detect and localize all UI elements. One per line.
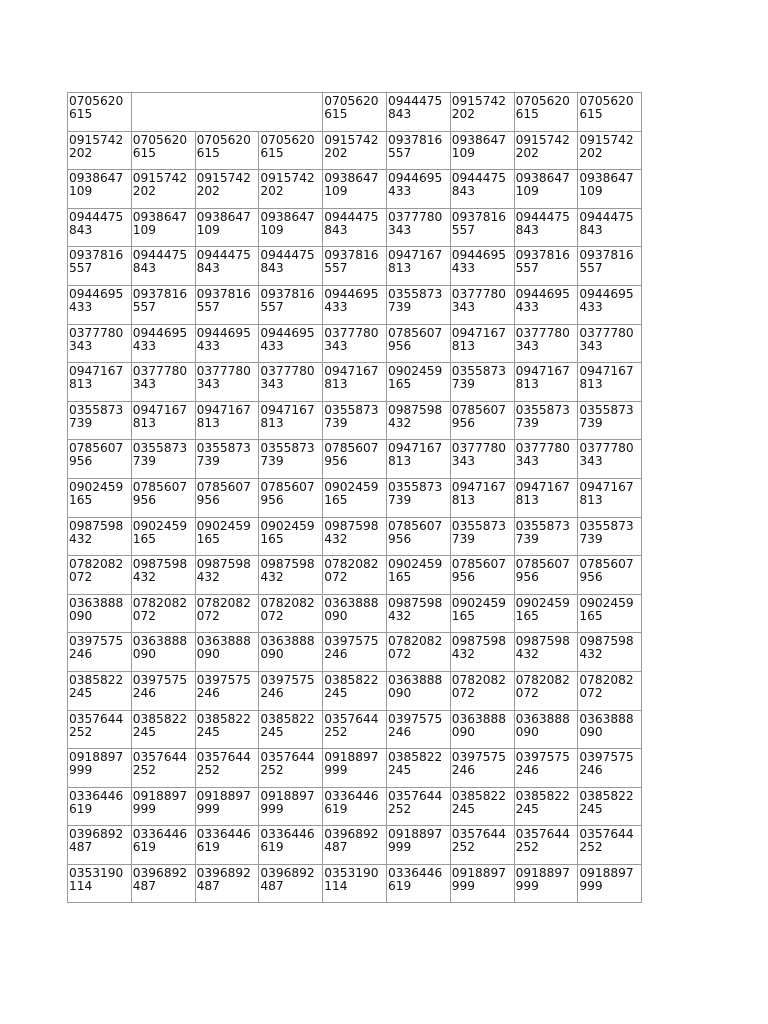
table-cell: 0987598432 [131,556,195,595]
table-cell: 0902459165 [450,594,514,633]
table-cell: 0385822245 [386,749,450,788]
table-cell: 0705620615 [68,93,132,132]
table-cell: 0355873739 [323,401,387,440]
table-cell: 0987598432 [259,556,323,595]
table-cell: 0944475843 [578,208,642,247]
table-cell: 0918897999 [195,787,259,826]
table-cell: 0902459165 [259,517,323,556]
table-row [68,671,642,710]
table-cell: 0944475843 [131,247,195,286]
table-cell: 0353190114 [68,864,132,903]
table-cell: 0785607956 [514,556,578,595]
table-cell: 0785607956 [68,440,132,479]
table-cell: 0336446619 [68,787,132,826]
table-cell: 0944695433 [195,324,259,363]
table-cell: 0987598432 [386,594,450,633]
table-cell: 0396892487 [323,826,387,865]
table-row [68,285,642,324]
table-cell: 0918897999 [259,787,323,826]
table-cell: 0785607956 [131,478,195,517]
table-row [68,710,642,749]
table-cell: 0937816557 [195,285,259,324]
table-cell: 0947167813 [68,363,132,402]
table-cell: 0385822245 [131,710,195,749]
table-cell: 0937816557 [131,285,195,324]
table-cell: 0902459165 [195,517,259,556]
table-cell: 0782082072 [323,556,387,595]
table-row [68,363,642,402]
table-cell: 0937816557 [323,247,387,286]
table-cell: 0947167813 [450,324,514,363]
table-cell: 0355873739 [450,363,514,402]
phone-number-table-body [68,93,642,903]
table-cell: 0947167813 [450,478,514,517]
table-cell: 0944475843 [323,208,387,247]
table-cell: 0938647109 [259,208,323,247]
table-cell: 0377780343 [578,324,642,363]
table-cell: 0705620615 [578,93,642,132]
table-cell: 0355873739 [386,285,450,324]
table-cell: 0902459165 [323,478,387,517]
table-cell: 0915742202 [323,131,387,170]
table-cell: 0377780343 [514,440,578,479]
table-cell: 0915742202 [131,170,195,209]
table-cell: 0355873739 [514,401,578,440]
table-cell: 0944475843 [450,170,514,209]
table-cell: 0782082072 [259,594,323,633]
table-cell: 0915742202 [68,131,132,170]
table-cell [195,93,259,132]
table-cell: 0915742202 [195,170,259,209]
table-cell: 0377780343 [68,324,132,363]
table-cell: 0705620615 [323,93,387,132]
table-cell: 0944695433 [259,324,323,363]
table-cell: 0937816557 [386,131,450,170]
table-cell: 0947167813 [514,363,578,402]
table-cell: 0944475843 [386,93,450,132]
table-cell: 0938647109 [131,208,195,247]
table-cell: 0397575246 [578,749,642,788]
table-cell: 0782082072 [195,594,259,633]
table-cell: 0363888090 [195,633,259,672]
table-cell: 0396892487 [259,864,323,903]
table-cell: 0938647109 [578,170,642,209]
table-cell: 0947167813 [259,401,323,440]
table-cell: 0785607956 [450,401,514,440]
table-cell: 0915742202 [450,93,514,132]
table-cell: 0363888090 [259,633,323,672]
table-cell: 0377780343 [578,440,642,479]
table-cell: 0705620615 [259,131,323,170]
table-cell: 0918897999 [386,826,450,865]
table-cell: 0785607956 [323,440,387,479]
table-cell: 0385822245 [578,787,642,826]
table-row [68,401,642,440]
table-cell: 0944695433 [323,285,387,324]
table-cell: 0396892487 [68,826,132,865]
table-cell: 0915742202 [259,170,323,209]
table-cell: 0357644252 [450,826,514,865]
table-cell: 0785607956 [386,517,450,556]
table-cell: 0944695433 [514,285,578,324]
table-cell: 0938647109 [195,208,259,247]
table-cell: 0938647109 [68,170,132,209]
table-cell: 0385822245 [259,710,323,749]
table-cell: 0336446619 [323,787,387,826]
table-cell: 0782082072 [386,633,450,672]
table-cell: 0377780343 [195,363,259,402]
table-cell: 0944695433 [68,285,132,324]
table-cell: 0357644252 [514,826,578,865]
table-cell: 0902459165 [386,363,450,402]
table-cell: 0385822245 [450,787,514,826]
table-cell: 0782082072 [131,594,195,633]
table-cell: 0355873739 [514,517,578,556]
table-cell: 0947167813 [195,401,259,440]
table-cell [259,93,323,132]
table-cell: 0355873739 [68,401,132,440]
table-cell: 0385822245 [195,710,259,749]
table-cell: 0377780343 [131,363,195,402]
table-cell: 0944695433 [578,285,642,324]
table-cell: 0785607956 [450,556,514,595]
table-row [68,170,642,209]
table-cell: 0918897999 [578,864,642,903]
table-row [68,594,642,633]
table-cell: 0355873739 [259,440,323,479]
table-cell: 0355873739 [131,440,195,479]
table-cell: 0355873739 [578,517,642,556]
table-cell: 0705620615 [514,93,578,132]
table-cell: 0987598432 [323,517,387,556]
table-cell: 0918897999 [514,864,578,903]
table-cell: 0397575246 [386,710,450,749]
table-cell: 0782082072 [578,671,642,710]
table-cell: 0363888090 [578,710,642,749]
table-cell: 0397575246 [323,633,387,672]
table-cell: 0947167813 [386,247,450,286]
table-cell: 0336446619 [386,864,450,903]
table-cell: 0705620615 [131,131,195,170]
table-cell: 0785607956 [578,556,642,595]
table-cell: 0377780343 [450,440,514,479]
table-cell: 0363888090 [450,710,514,749]
table-cell: 0987598432 [450,633,514,672]
table-cell: 0355873739 [450,517,514,556]
table-cell: 0397575246 [195,671,259,710]
table-cell: 0782082072 [68,556,132,595]
table-row [68,826,642,865]
table-cell: 0377780343 [323,324,387,363]
table-cell: 0947167813 [578,478,642,517]
table-cell: 0947167813 [386,440,450,479]
table-cell: 0397575246 [450,749,514,788]
table-cell: 0357644252 [131,749,195,788]
table-cell: 0937816557 [450,208,514,247]
table-cell: 0902459165 [386,556,450,595]
table-cell: 0918897999 [131,787,195,826]
table-cell: 0947167813 [578,363,642,402]
table-cell: 0396892487 [195,864,259,903]
table-cell: 0385822245 [323,671,387,710]
table-cell: 0357644252 [386,787,450,826]
table-cell: 0944695433 [131,324,195,363]
table-cell: 0902459165 [131,517,195,556]
table-row [68,247,642,286]
table-cell: 0987598432 [578,633,642,672]
table-cell: 0397575246 [68,633,132,672]
table-cell: 0937816557 [68,247,132,286]
table-cell [131,93,195,132]
table-cell: 0902459165 [514,594,578,633]
table-row [68,440,642,479]
table-cell: 0397575246 [131,671,195,710]
table-cell: 0355873739 [578,401,642,440]
table-cell: 0902459165 [68,478,132,517]
table-cell: 0363888090 [68,594,132,633]
table-cell: 0782082072 [450,671,514,710]
table-cell: 0377780343 [259,363,323,402]
table-row [68,93,642,132]
table-cell: 0363888090 [323,594,387,633]
table-cell: 0918897999 [450,864,514,903]
table-cell: 0937816557 [514,247,578,286]
table-cell: 0336446619 [195,826,259,865]
table-cell: 0377780343 [450,285,514,324]
table-cell: 0705620615 [195,131,259,170]
table-cell: 0902459165 [578,594,642,633]
table-cell: 0363888090 [514,710,578,749]
table-cell: 0947167813 [323,363,387,402]
table-cell: 0355873739 [195,440,259,479]
table-cell: 0944475843 [259,247,323,286]
table-cell: 0944475843 [195,247,259,286]
table-row [68,749,642,788]
table-cell: 0944475843 [68,208,132,247]
table-cell: 0944695433 [450,247,514,286]
table-cell: 0363888090 [131,633,195,672]
phone-number-table [67,92,642,903]
table-cell: 0357644252 [195,749,259,788]
table-cell: 0785607956 [195,478,259,517]
table-cell: 0357644252 [68,710,132,749]
table-cell: 0915742202 [514,131,578,170]
table-row [68,633,642,672]
table-cell: 0357644252 [259,749,323,788]
table-cell: 0355873739 [386,478,450,517]
table-cell: 0937816557 [578,247,642,286]
table-row [68,864,642,903]
table-cell: 0357644252 [323,710,387,749]
table-cell: 0947167813 [131,401,195,440]
table-row [68,556,642,595]
table-row [68,324,642,363]
table-cell: 0782082072 [514,671,578,710]
table-cell: 0377780343 [386,208,450,247]
table-cell: 0987598432 [386,401,450,440]
table-cell: 0785607956 [386,324,450,363]
table-cell: 0987598432 [68,517,132,556]
table-cell: 0397575246 [259,671,323,710]
table-cell: 0363888090 [386,671,450,710]
table-cell: 0336446619 [259,826,323,865]
table-cell: 0938647109 [514,170,578,209]
table-cell: 0785607956 [259,478,323,517]
table-cell: 0918897999 [323,749,387,788]
table-cell: 0385822245 [514,787,578,826]
table-cell: 0915742202 [578,131,642,170]
table-cell: 0944695433 [386,170,450,209]
table-cell: 0944475843 [514,208,578,247]
table-cell: 0385822245 [68,671,132,710]
table-row [68,787,642,826]
table-cell: 0377780343 [514,324,578,363]
table-cell: 0918897999 [68,749,132,788]
table-cell: 0987598432 [195,556,259,595]
table-cell: 0357644252 [578,826,642,865]
table-cell: 0336446619 [131,826,195,865]
table-row [68,478,642,517]
table-row [68,208,642,247]
table-row [68,131,642,170]
table-cell: 0947167813 [514,478,578,517]
table-cell: 0987598432 [514,633,578,672]
table-cell: 0353190114 [323,864,387,903]
table-cell: 0938647109 [450,131,514,170]
table-cell: 0938647109 [323,170,387,209]
table-cell: 0397575246 [514,749,578,788]
table-cell: 0937816557 [259,285,323,324]
table-cell: 0396892487 [131,864,195,903]
table-row [68,517,642,556]
